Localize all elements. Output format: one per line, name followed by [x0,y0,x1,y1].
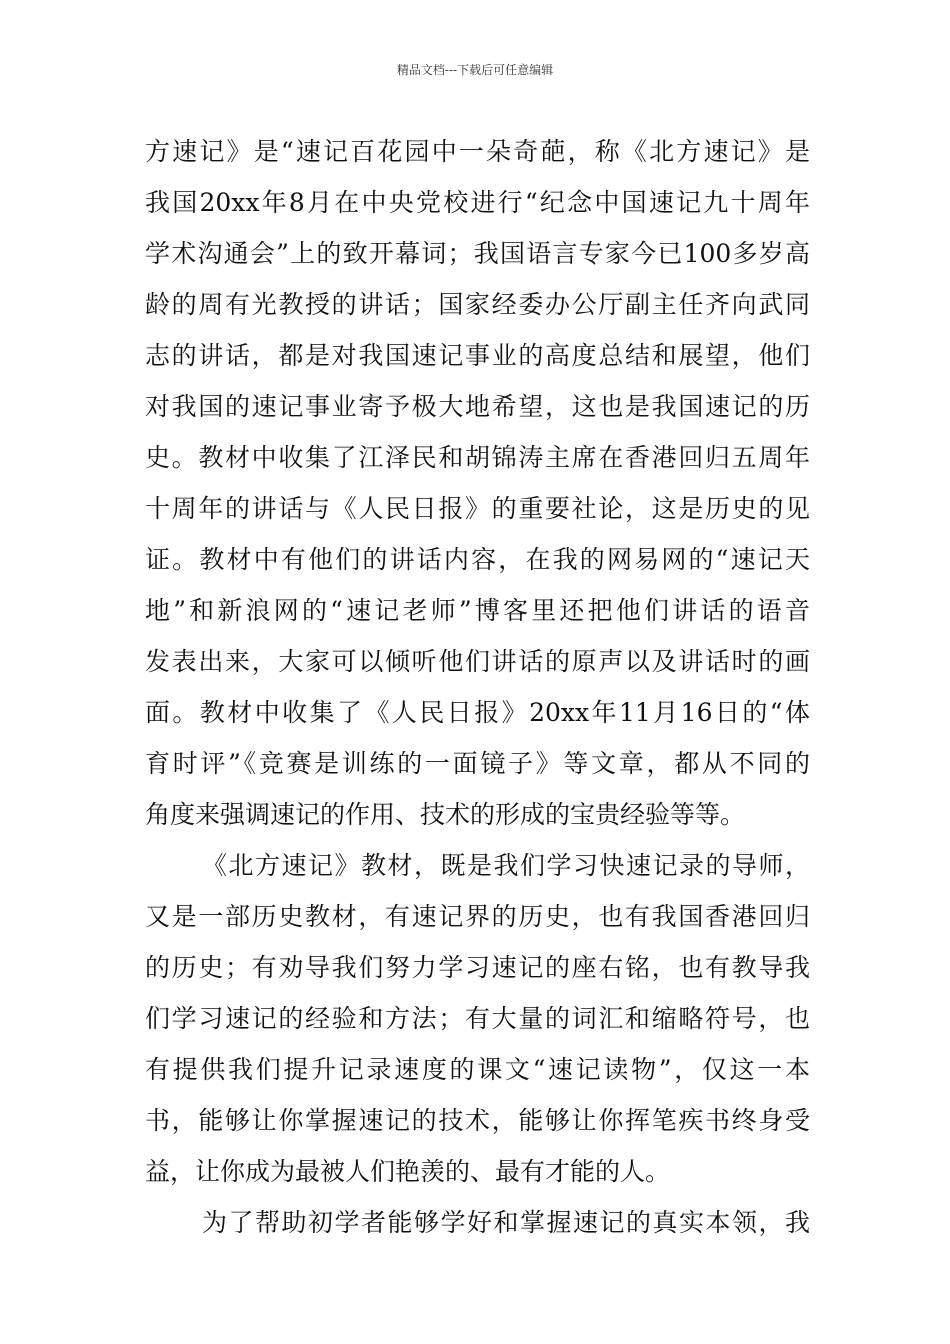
page-header: 精品文档---下载后可任意编辑 [396,63,554,77]
text-line: 地”和新浪网的“速记老师”博客里还把他们讲话的语音 [145,596,810,625]
text-line: 书，能够让你掌握速记的技术，能够让你挥笔疾书终身受 [145,1106,810,1135]
text-line: 育时评”《竞赛是训练的一面镜子》等文章，都从不同的 [145,749,810,778]
text-line: 证。教材中有他们的讲话内容，在我的网易网的“速记天 [145,545,810,574]
text-line: 十周年的讲话与《人民日报》的重要社论，这是历史的见 [145,494,810,523]
document-body [145,126,810,1248]
text-line: 角度来强调速记的作用、技术的形成的宝贵经验等等。 [145,800,746,829]
text-line: 面。教材中收集了《人民日报》20xx年11月16日的“体 [145,698,810,727]
text-line: 志的讲话，都是对我国速记事业的高度总结和展望，他们 [145,341,810,370]
text-line: 史。教材中收集了江泽民和胡锦涛主席在香港回归五周年 [145,443,810,472]
text-line: 发表出来，大家可以倾听他们讲话的原声以及讲话时的画 [145,647,810,676]
paragraph-start-line: 《北方速记》教材，既是我们学习快速记录的导师， [202,851,810,880]
text-line: 有提供我们提升记录速度的课文“速记读物”，仅这一本 [145,1055,810,1084]
text-line: 我国20xx年8月在中央党校进行“纪念中国速记九十周年 [145,188,810,217]
text-line: 益，让你成为最被人们艳羡的、最有才能的人。 [145,1157,671,1186]
text-line: 的历史；有劝导我们努力学习速记的座右铭，也有教导我 [145,953,810,982]
paragraph-start-line: 为了帮助初学者能够学好和掌握速记的真实本领，我 [202,1208,810,1237]
text-line: 方速记》是“速记百花园中一朵奇葩，称《北方速记》是 [145,137,810,166]
text-line: 学术沟通会”上的致开幕词；我国语言专家今已100多岁高 [145,239,810,268]
text-line: 对我国的速记事业寄予极大地希望，这也是我国速记的历 [145,392,810,421]
text-line: 龄的周有光教授的讲话；国家经委办公厅副主任齐向武同 [145,290,810,319]
text-line: 又是一部历史教材，有速记界的历史，也有我国香港回归 [145,902,810,931]
text-line: 们学习速记的经验和方法；有大量的词汇和缩略符号，也 [145,1004,810,1033]
